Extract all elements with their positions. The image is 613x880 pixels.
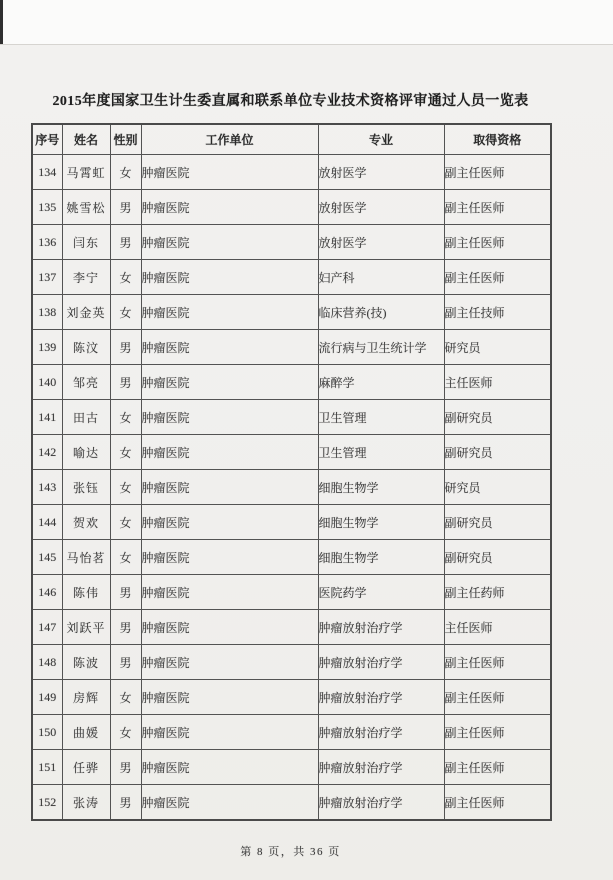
- cell-name: 李宁: [62, 260, 110, 295]
- cell-name: 房辉: [62, 680, 110, 715]
- cell-name: 张涛: [62, 785, 110, 821]
- cell-seq: 149: [32, 680, 62, 715]
- table-row: [32, 715, 551, 750]
- cell-seq: 151: [32, 750, 62, 785]
- cell-seq: 148: [32, 645, 62, 680]
- cell-seq: 150: [32, 715, 62, 750]
- table-row: [32, 190, 551, 225]
- cell-qualification: 副研究员: [444, 435, 551, 470]
- table-header: [32, 124, 551, 155]
- cell-name: 任骅: [62, 750, 110, 785]
- cell-major: 放射医学: [318, 225, 444, 260]
- cell-name: 刘跃平: [62, 610, 110, 645]
- cell-qualification: 主任医师: [444, 610, 551, 645]
- table-row: [32, 400, 551, 435]
- cell-name: 姚雪松: [62, 190, 110, 225]
- cell-seq: 152: [32, 785, 62, 821]
- cell-qualification: 副主任技师: [444, 295, 551, 330]
- cell-seq: 135: [32, 190, 62, 225]
- document-title: 2015年度国家卫生计生委直属和联系单位专业技术资格评审通过人员一览表: [52, 94, 529, 109]
- cell-major: 医院药学: [318, 575, 444, 610]
- cell-name: 张钰: [62, 470, 110, 505]
- cell-seq: 141: [32, 400, 62, 435]
- cell-gender: 女: [110, 505, 141, 540]
- cell-major: 细胞生物学: [318, 470, 444, 505]
- cell-gender: 女: [110, 470, 141, 505]
- table-row: [32, 680, 551, 715]
- cell-unit: 肿瘤医院: [141, 190, 318, 225]
- cell-major: 流行病与卫生统计学: [318, 330, 444, 365]
- cell-qualification: 研究员: [444, 330, 551, 365]
- cell-unit: 肿瘤医院: [141, 330, 318, 365]
- cell-qualification: 副研究员: [444, 400, 551, 435]
- cell-unit: 肿瘤医院: [141, 225, 318, 260]
- table-row: [32, 365, 551, 400]
- cell-gender: 男: [110, 785, 141, 821]
- cell-major: 肿瘤放射治疗学: [318, 715, 444, 750]
- cell-gender: 男: [110, 330, 141, 365]
- table-row: [32, 645, 551, 680]
- cell-qualification: 副主任药师: [444, 575, 551, 610]
- cell-major: 卫生管理: [318, 400, 444, 435]
- cell-unit: 肿瘤医院: [141, 400, 318, 435]
- cell-qualification: 副主任医师: [444, 715, 551, 750]
- cell-unit: 肿瘤医院: [141, 365, 318, 400]
- header-qualification: 取得资格: [444, 124, 551, 155]
- cell-qualification: 副主任医师: [444, 680, 551, 715]
- cell-major: 放射医学: [318, 155, 444, 190]
- cell-gender: 男: [110, 225, 141, 260]
- cell-major: 肿瘤放射治疗学: [318, 750, 444, 785]
- cell-unit: 肿瘤医院: [141, 645, 318, 680]
- cell-major: 肿瘤放射治疗学: [318, 785, 444, 821]
- cell-unit: 肿瘤医院: [141, 470, 318, 505]
- cell-unit: 肿瘤医院: [141, 750, 318, 785]
- cell-gender: 女: [110, 260, 141, 295]
- cell-seq: 138: [32, 295, 62, 330]
- cell-unit: 肿瘤医院: [141, 785, 318, 821]
- cell-seq: 146: [32, 575, 62, 610]
- cell-gender: 女: [110, 295, 141, 330]
- table-row: [32, 540, 551, 575]
- header-gender: 性别: [110, 124, 141, 155]
- cell-name: 曲媛: [62, 715, 110, 750]
- cell-qualification: 副研究员: [444, 540, 551, 575]
- cell-name: 马怡茗: [62, 540, 110, 575]
- cell-seq: 143: [32, 470, 62, 505]
- cell-unit: 肿瘤医院: [141, 575, 318, 610]
- table-body: [32, 155, 551, 821]
- scan-top-band: [0, 0, 613, 45]
- table-row: [32, 435, 551, 470]
- cell-major: 肿瘤放射治疗学: [318, 645, 444, 680]
- cell-major: 妇产科: [318, 260, 444, 295]
- cell-major: 临床营养(技): [318, 295, 444, 330]
- cell-name: 刘金英: [62, 295, 110, 330]
- cell-gender: 女: [110, 435, 141, 470]
- cell-qualification: 副主任医师: [444, 785, 551, 821]
- cell-gender: 男: [110, 610, 141, 645]
- cell-name: 陈波: [62, 645, 110, 680]
- cell-gender: 男: [110, 190, 141, 225]
- table-row: [32, 260, 551, 295]
- personnel-table: [31, 123, 552, 821]
- cell-unit: 肿瘤医院: [141, 505, 318, 540]
- cell-unit: 肿瘤医院: [141, 680, 318, 715]
- cell-unit: 肿瘤医院: [141, 610, 318, 645]
- table-row: [32, 225, 551, 260]
- cell-gender: 女: [110, 155, 141, 190]
- cell-seq: 140: [32, 365, 62, 400]
- cell-seq: 136: [32, 225, 62, 260]
- header-major: 专业: [318, 124, 444, 155]
- cell-gender: 男: [110, 750, 141, 785]
- cell-unit: 肿瘤医院: [141, 540, 318, 575]
- cell-major: 细胞生物学: [318, 540, 444, 575]
- cell-seq: 142: [32, 435, 62, 470]
- table-row: [32, 750, 551, 785]
- cell-major: 麻醉学: [318, 365, 444, 400]
- table-row: [32, 155, 551, 190]
- table-row: [32, 610, 551, 645]
- table-row: [32, 505, 551, 540]
- cell-name: 贺欢: [62, 505, 110, 540]
- cell-major: 肿瘤放射治疗学: [318, 610, 444, 645]
- cell-seq: 145: [32, 540, 62, 575]
- cell-name: 邹亮: [62, 365, 110, 400]
- table-row: [32, 330, 551, 365]
- cell-qualification: 副主任医师: [444, 260, 551, 295]
- cell-qualification: 研究员: [444, 470, 551, 505]
- cell-gender: 女: [110, 680, 141, 715]
- cell-unit: 肿瘤医院: [141, 155, 318, 190]
- cell-seq: 147: [32, 610, 62, 645]
- cell-seq: 144: [32, 505, 62, 540]
- cell-qualification: 副研究员: [444, 505, 551, 540]
- cell-seq: 139: [32, 330, 62, 365]
- table-row: [32, 785, 551, 821]
- cell-unit: 肿瘤医院: [141, 435, 318, 470]
- cell-seq: 137: [32, 260, 62, 295]
- cell-name: 田古: [62, 400, 110, 435]
- cell-qualification: 副主任医师: [444, 225, 551, 260]
- scan-edge-artifact: [0, 0, 3, 44]
- cell-qualification: 副主任医师: [444, 155, 551, 190]
- cell-major: 肿瘤放射治疗学: [318, 680, 444, 715]
- cell-name: 喻达: [62, 435, 110, 470]
- cell-unit: 肿瘤医院: [141, 715, 318, 750]
- cell-name: 马霄虹: [62, 155, 110, 190]
- header-name: 姓名: [62, 124, 110, 155]
- cell-name: 闫东: [62, 225, 110, 260]
- cell-gender: 女: [110, 400, 141, 435]
- cell-major: 卫生管理: [318, 435, 444, 470]
- cell-unit: 肿瘤医院: [141, 260, 318, 295]
- cell-qualification: 主任医师: [444, 365, 551, 400]
- cell-qualification: 副主任医师: [444, 190, 551, 225]
- header-unit: 工作单位: [141, 124, 318, 155]
- table-row: [32, 470, 551, 505]
- cell-qualification: 副主任医师: [444, 645, 551, 680]
- header-seq: 序号: [32, 124, 62, 155]
- cell-gender: 女: [110, 540, 141, 575]
- cell-qualification: 副主任医师: [444, 750, 551, 785]
- cell-seq: 134: [32, 155, 62, 190]
- cell-gender: 女: [110, 715, 141, 750]
- table-row: [32, 295, 551, 330]
- cell-unit: 肿瘤医院: [141, 295, 318, 330]
- table-header-row: [32, 124, 551, 155]
- cell-major: 细胞生物学: [318, 505, 444, 540]
- cell-major: 放射医学: [318, 190, 444, 225]
- cell-name: 陈伟: [62, 575, 110, 610]
- cell-gender: 男: [110, 575, 141, 610]
- cell-gender: 男: [110, 365, 141, 400]
- page-number-footer: 第 8 页，共 36 页: [240, 846, 341, 858]
- cell-gender: 男: [110, 645, 141, 680]
- table-row: [32, 575, 551, 610]
- cell-name: 陈汶: [62, 330, 110, 365]
